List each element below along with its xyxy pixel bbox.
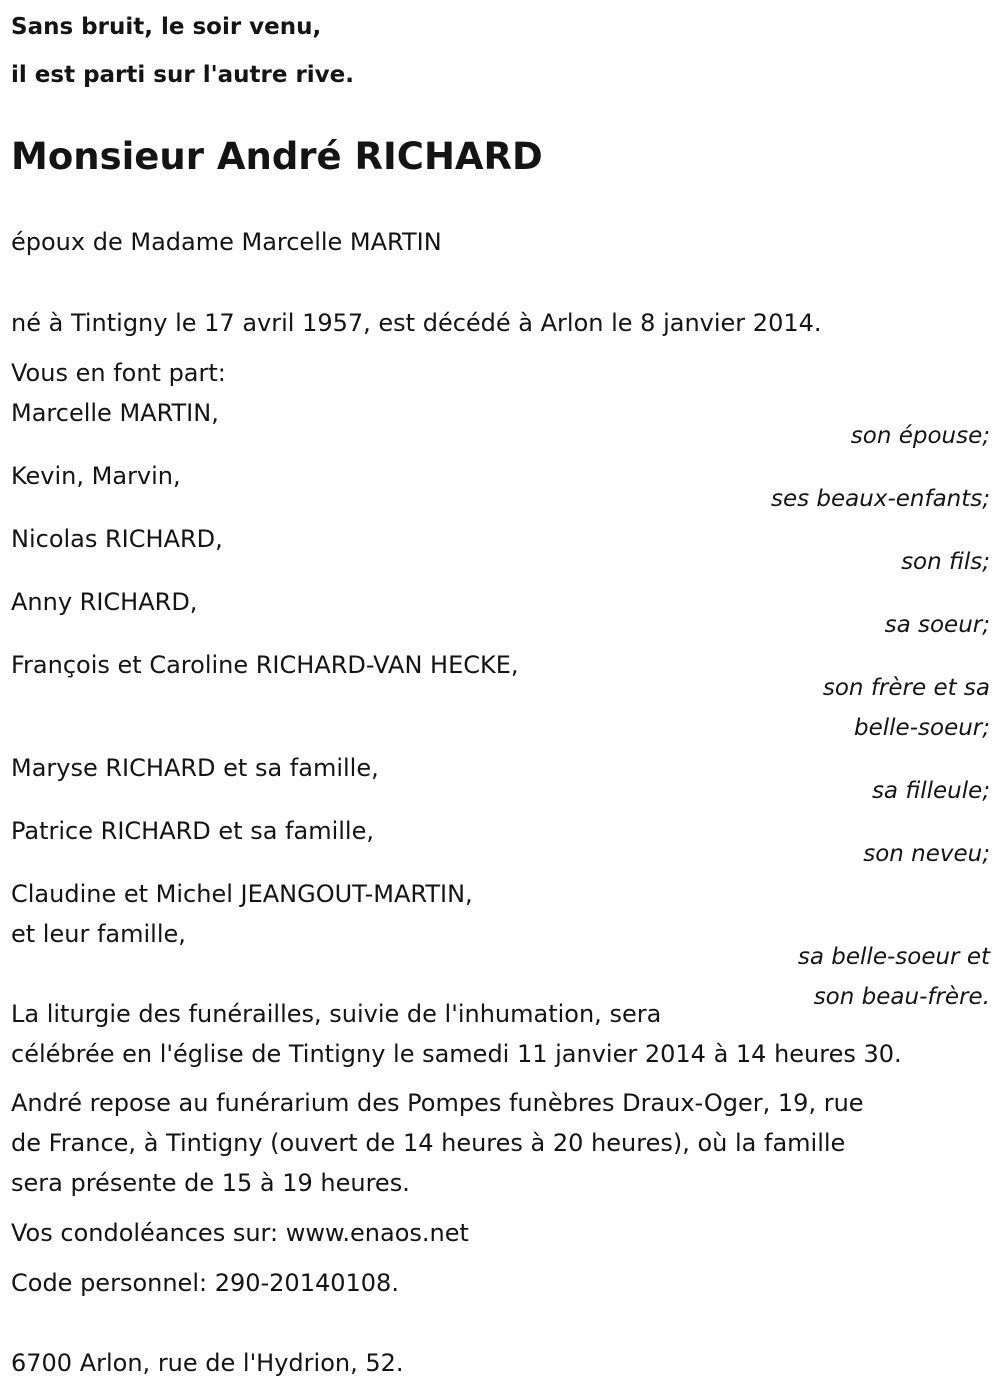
family-member-name: Kevin, Marvin, — [11, 462, 181, 490]
birth-death-line: né à Tintigny le 17 avril 1957, est décédé à Arlon le 8 janvier 2014. — [11, 309, 822, 337]
family-member-relation: son frère et sa — [822, 675, 990, 701]
funeral-line-2: célébrée en l'église de Tintigny le samedi 11 janvier 2014 à 14 heures 30. — [11, 1040, 902, 1068]
family-member-relation: son beau-frère. — [813, 984, 990, 1010]
announcers-intro: Vous en font part: — [11, 359, 226, 387]
family-member-relation: son épouse; — [850, 423, 990, 449]
epitaph-line-1: Sans bruit, le soir venu, — [11, 14, 322, 40]
personal-code: Code personnel: 290-20140108. — [11, 1269, 399, 1297]
family-member-name: Marcelle MARTIN, — [11, 399, 219, 427]
family-member-name: et leur famille, — [11, 920, 186, 948]
family-member-name: Claudine et Michel JEANGOUT-MARTIN, — [11, 880, 473, 908]
spouse-line: époux de Madame Marcelle MARTIN — [11, 228, 442, 256]
family-member-relation: son neveu; — [863, 841, 990, 867]
family-member-relation: belle-soeur; — [854, 715, 990, 741]
family-member-relation: ses beaux-enfants; — [770, 486, 990, 512]
epitaph-line-2: il est parti sur l'autre rive. — [11, 62, 355, 88]
family-member-relation: sa filleule; — [871, 778, 990, 804]
visitation-line-2: de France, à Tintigny (ouvert de 14 heures à 20 heures), où la famille — [11, 1129, 846, 1157]
visitation-line-3: sera présente de 15 à 19 heures. — [11, 1169, 410, 1197]
family-member-name: Nicolas RICHARD, — [11, 525, 223, 553]
family-member-relation: son fils; — [901, 549, 990, 575]
deceased-name: Monsieur André RICHARD — [11, 135, 543, 178]
address-line: 6700 Arlon, rue de l'Hydrion, 52. — [11, 1349, 404, 1377]
family-member-name: Maryse RICHARD et sa famille, — [11, 754, 379, 782]
family-member-name: Patrice RICHARD et sa famille, — [11, 817, 374, 845]
funeral-line-1: La liturgie des funérailles, suivie de l'inhumation, sera — [11, 1000, 662, 1028]
family-member-name: Anny RICHARD, — [11, 588, 198, 616]
condolences-line: Vos condoléances sur: www.enaos.net — [11, 1219, 469, 1247]
family-member-relation: sa belle-soeur et — [797, 944, 990, 970]
family-member-name: François et Caroline RICHARD-VAN HECKE, — [11, 651, 519, 679]
family-member-relation: sa soeur; — [884, 612, 990, 638]
visitation-line-1: André repose au funérarium des Pompes funèbres Draux-Oger, 19, rue — [11, 1089, 864, 1117]
